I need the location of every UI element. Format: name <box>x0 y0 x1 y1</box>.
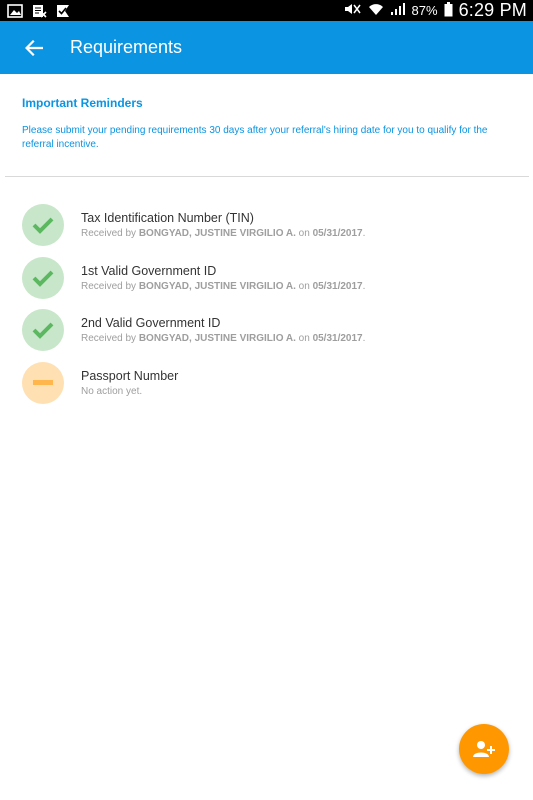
app-bar <box>0 21 533 74</box>
minus-circle-icon <box>22 362 64 404</box>
requirement-status: Received by BONGYAD, JUSTINE VIRGILIO A. on 05/31/2017. <box>81 333 366 345</box>
list-item[interactable] <box>22 252 522 305</box>
add-referral-button[interactable] <box>459 724 509 774</box>
list-item[interactable] <box>22 304 522 357</box>
mute-icon <box>344 3 362 18</box>
signal-icon <box>390 3 406 19</box>
add-person-icon <box>473 740 495 758</box>
check-circle-icon <box>22 257 64 299</box>
requirement-name: Passport Number <box>81 368 179 383</box>
requirements-list <box>22 199 522 409</box>
requirement-name: Tax Identification Number (TIN) <box>81 211 254 226</box>
requirement-status: Received by BONGYAD, JUSTINE VIRGILIO A. on 05/31/2017. <box>81 228 366 240</box>
system-status <box>344 0 533 21</box>
check-circle-icon <box>22 309 64 351</box>
notification-icons <box>0 4 71 18</box>
requirement-name: 1st Valid Government ID <box>81 263 217 278</box>
list-item[interactable] <box>22 199 522 252</box>
battery-icon <box>444 2 453 20</box>
requirement-name: 2nd Valid Government ID <box>81 316 221 331</box>
check-flag-icon <box>55 4 71 18</box>
received-date: 05/31/2017 <box>312 333 363 345</box>
received-date: 05/31/2017 <box>312 280 363 292</box>
document-x-icon <box>31 4 47 18</box>
received-by: BONGYAD, JUSTINE VIRGILIO A. <box>138 333 296 345</box>
image-icon <box>7 4 23 18</box>
important-reminders <box>22 96 512 152</box>
reminders-text: Please submit your pending requirements 30 days after your referral's hiring date for you to qualify for the referral incentive. <box>22 125 488 150</box>
received-by: BONGYAD, JUSTINE VIRGILIO A. <box>138 228 296 240</box>
check-circle-icon <box>22 204 64 246</box>
status-bar <box>0 0 533 21</box>
arrow-left-icon <box>25 40 43 56</box>
page-title: Requirements <box>70 37 183 57</box>
requirement-status: No action yet. <box>81 385 143 397</box>
wifi-icon <box>368 3 384 19</box>
battery-percent: 87% <box>411 3 438 18</box>
divider <box>5 176 529 177</box>
list-item[interactable] <box>22 357 522 410</box>
received-date: 05/31/2017 <box>312 228 363 240</box>
clock: 6:29 PM <box>458 0 527 20</box>
received-by: BONGYAD, JUSTINE VIRGILIO A. <box>138 280 296 292</box>
reminders-heading: Important Reminders <box>22 96 143 110</box>
back-button[interactable] <box>22 36 46 60</box>
requirement-status: Received by BONGYAD, JUSTINE VIRGILIO A. on 05/31/2017. <box>81 280 366 292</box>
